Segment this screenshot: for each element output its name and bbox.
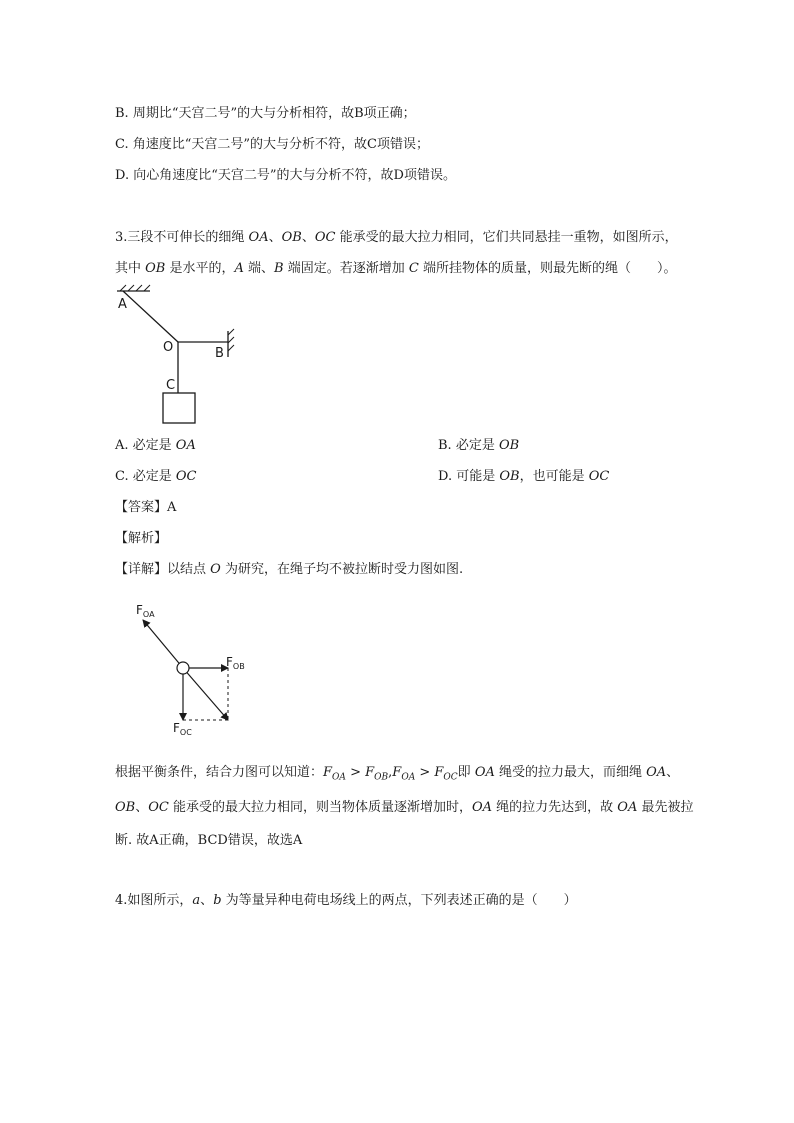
q3-option-c: C. 必定是 OC	[115, 469, 197, 484]
q3-option-d: D. 可能是 OB，也可能是 OC	[438, 469, 610, 484]
force-oa-arrow	[143, 620, 183, 668]
label-a: A	[118, 297, 127, 312]
conclusion-line2: OB、OC 能承受的最大拉力相同，则当物体质量逐渐增加时，OA 绳的拉力先达到，故 OA 最先被拉	[115, 800, 694, 815]
label-b: B	[215, 346, 224, 361]
q3-option-a: A. 必定是 OA	[115, 438, 196, 453]
label-fob: $F_{OB}$	[226, 655, 245, 671]
wall-hatch	[228, 329, 234, 351]
knot-o	[177, 662, 189, 674]
prev-option-d: D. 向心角速度比“天宫二号”的大与分析不符，故D项错误。	[115, 168, 456, 183]
label-foa: $F_{OA}$	[136, 603, 155, 619]
ceiling-hatch	[120, 285, 150, 291]
rope-diagram	[110, 285, 250, 430]
answer: 【答案】A	[115, 500, 177, 515]
label-o: O	[163, 340, 174, 355]
rope-oa	[123, 291, 178, 342]
weight-box	[163, 393, 195, 423]
q3-stem-line2: 其中 OB 是水平的，A 端、B 端固定。若逐渐增加 C 端所挂物体的质量，则最先断的绳（ ）。	[115, 261, 677, 276]
label-c: C	[166, 378, 176, 393]
resultant-arrow	[183, 668, 228, 720]
q3-stem-line1: 3.三段不可伸长的细绳 OA、OB、OC 能承受的最大拉力相同，它们共同悬挂一重物，如图所示，	[115, 230, 678, 245]
conclusion-line1: 根据平衡条件，结合力图可以知道：$F_{OA} > F_{OB},F_{OA} > F_{OC}$即 OA 绳受的拉力最大，而细绳 OA、	[115, 765, 680, 783]
conclusion-line3: 断. 故A正确，BCD错误，故选A	[115, 833, 303, 848]
label-foc: $F_{OC}$	[173, 721, 192, 737]
detail-text: 【详解】以结点 O 为研究，在绳子均不被拉断时受力图如图.	[115, 562, 464, 577]
q4-stem: 4.如图所示，a、b 为等量异种电荷电场线上的两点，下列表述正确的是（ ）	[115, 893, 577, 908]
force-diagram	[130, 600, 260, 740]
analysis-heading: 【解析】	[115, 531, 168, 546]
prev-option-b: B. 周期比“天宫二号”的大与分析相符，故B项正确；	[115, 106, 416, 121]
q3-option-b: B. 必定是 OB	[438, 438, 520, 453]
prev-option-c: C. 角速度比“天宫二号”的大与分析不符，故C项错误；	[115, 137, 429, 152]
